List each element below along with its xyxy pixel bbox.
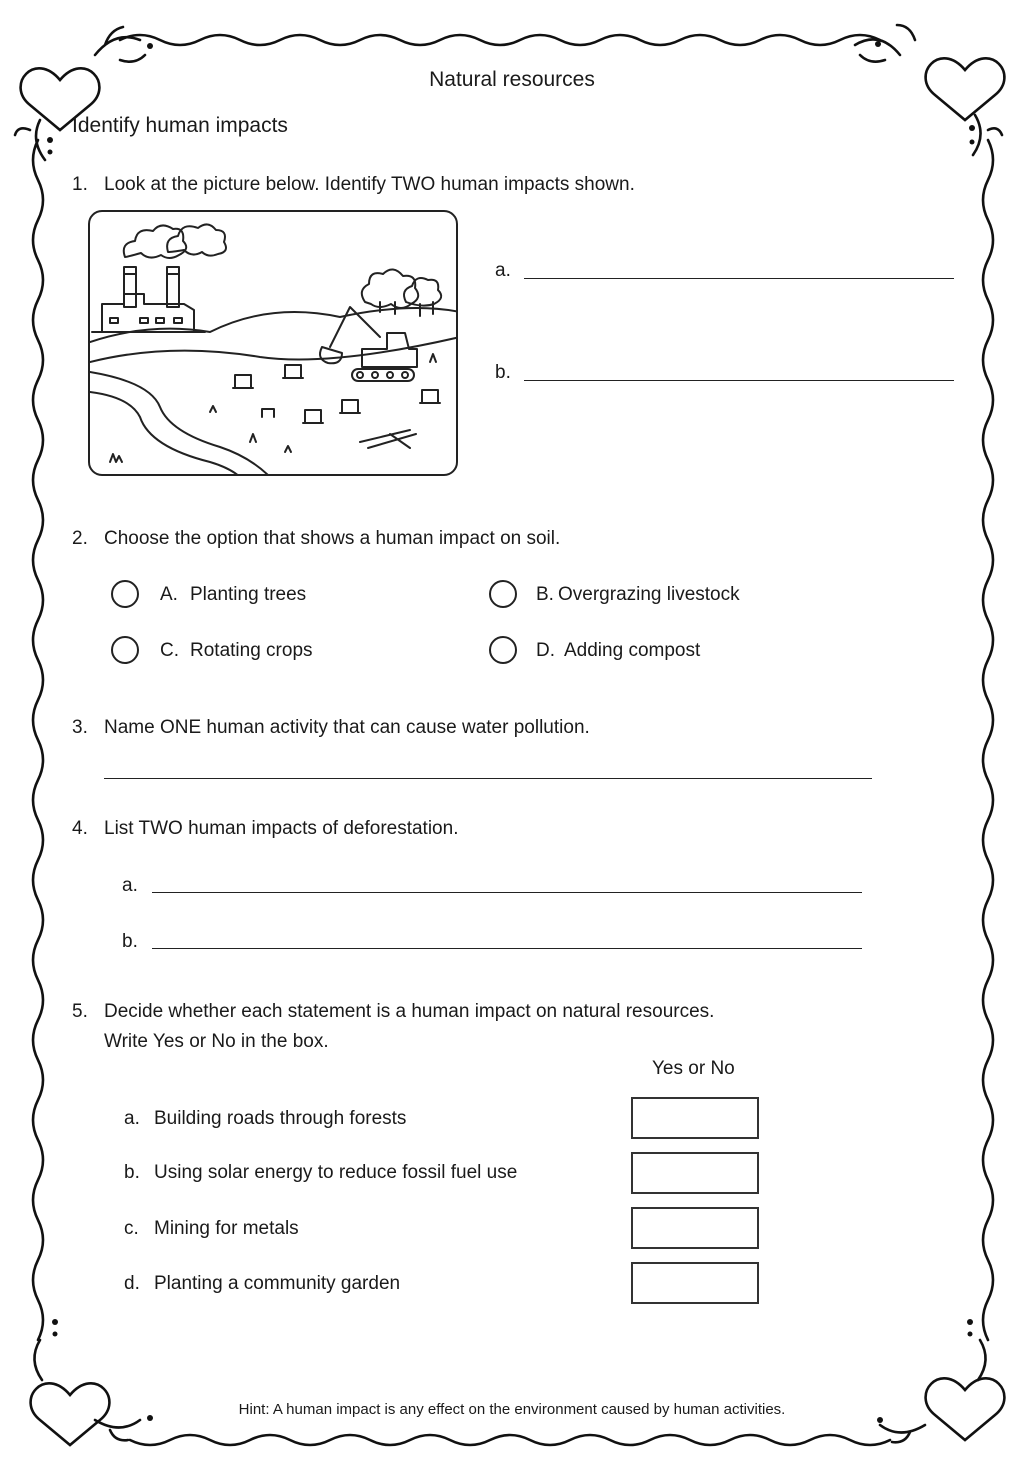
answer-line-b[interactable] bbox=[524, 380, 954, 381]
factory-deforestation-scene-icon bbox=[90, 212, 458, 476]
option-label: Planting trees bbox=[190, 584, 307, 605]
question-number: 5. bbox=[72, 1001, 88, 1022]
radio-option-b[interactable] bbox=[489, 580, 517, 608]
statement-text: Using solar energy to reduce fossil fuel use bbox=[154, 1162, 518, 1183]
answer-label-b: b. bbox=[495, 362, 511, 383]
answer-box-d[interactable] bbox=[631, 1262, 759, 1304]
option-letter: A. bbox=[160, 584, 178, 605]
option-letter: C. bbox=[160, 640, 179, 661]
answer-label-a: a. bbox=[495, 260, 511, 281]
statement-text: Mining for metals bbox=[154, 1218, 299, 1239]
statement-letter: c. bbox=[124, 1218, 139, 1239]
question-number: 1. bbox=[72, 174, 88, 195]
answer-label-b: b. bbox=[122, 931, 138, 952]
question-text: Look at the picture below. Identify TWO human impacts shown. bbox=[104, 174, 635, 195]
statement-letter: b. bbox=[124, 1162, 140, 1183]
question-instruction: Write Yes or No in the box. bbox=[104, 1031, 329, 1052]
option-label: Overgrazing livestock bbox=[558, 584, 740, 605]
question-text: List TWO human impacts of deforestation. bbox=[104, 818, 459, 839]
statement-text: Building roads through forests bbox=[154, 1108, 407, 1129]
answer-box-c[interactable] bbox=[631, 1207, 759, 1249]
column-header-yes-no: Yes or No bbox=[652, 1058, 735, 1079]
answer-line[interactable] bbox=[104, 778, 872, 779]
question-text: Name ONE human activity that can cause water pollution. bbox=[104, 717, 590, 738]
statement-letter: a. bbox=[124, 1108, 140, 1129]
answer-line-a[interactable] bbox=[152, 892, 862, 893]
answer-line-a[interactable] bbox=[524, 278, 954, 279]
page-title: Natural resources bbox=[429, 68, 595, 91]
radio-option-c[interactable] bbox=[111, 636, 139, 664]
option-label: Rotating crops bbox=[190, 640, 313, 661]
option-letter: B. bbox=[536, 584, 554, 605]
statement-text: Planting a community garden bbox=[154, 1273, 401, 1294]
question-number: 4. bbox=[72, 818, 88, 839]
section-heading: Identify human impacts bbox=[72, 114, 288, 137]
question-text: Decide whether each statement is a human impact on natural resources. bbox=[104, 1001, 715, 1022]
radio-option-d[interactable] bbox=[489, 636, 517, 664]
answer-box-a[interactable] bbox=[631, 1097, 759, 1139]
question-number: 3. bbox=[72, 717, 88, 738]
deforestation-illustration bbox=[88, 210, 458, 476]
radio-option-a[interactable] bbox=[111, 580, 139, 608]
answer-box-b[interactable] bbox=[631, 1152, 759, 1194]
answer-label-a: a. bbox=[122, 875, 138, 896]
statement-letter: d. bbox=[124, 1273, 140, 1294]
option-letter: D. bbox=[536, 640, 555, 661]
hint-text: Hint: A human impact is any effect on the environment caused by human activities. bbox=[238, 1401, 786, 1418]
question-number: 2. bbox=[72, 528, 88, 549]
option-label: Adding compost bbox=[564, 640, 701, 661]
question-text: Choose the option that shows a human impact on soil. bbox=[104, 528, 561, 549]
answer-line-b[interactable] bbox=[152, 948, 862, 949]
